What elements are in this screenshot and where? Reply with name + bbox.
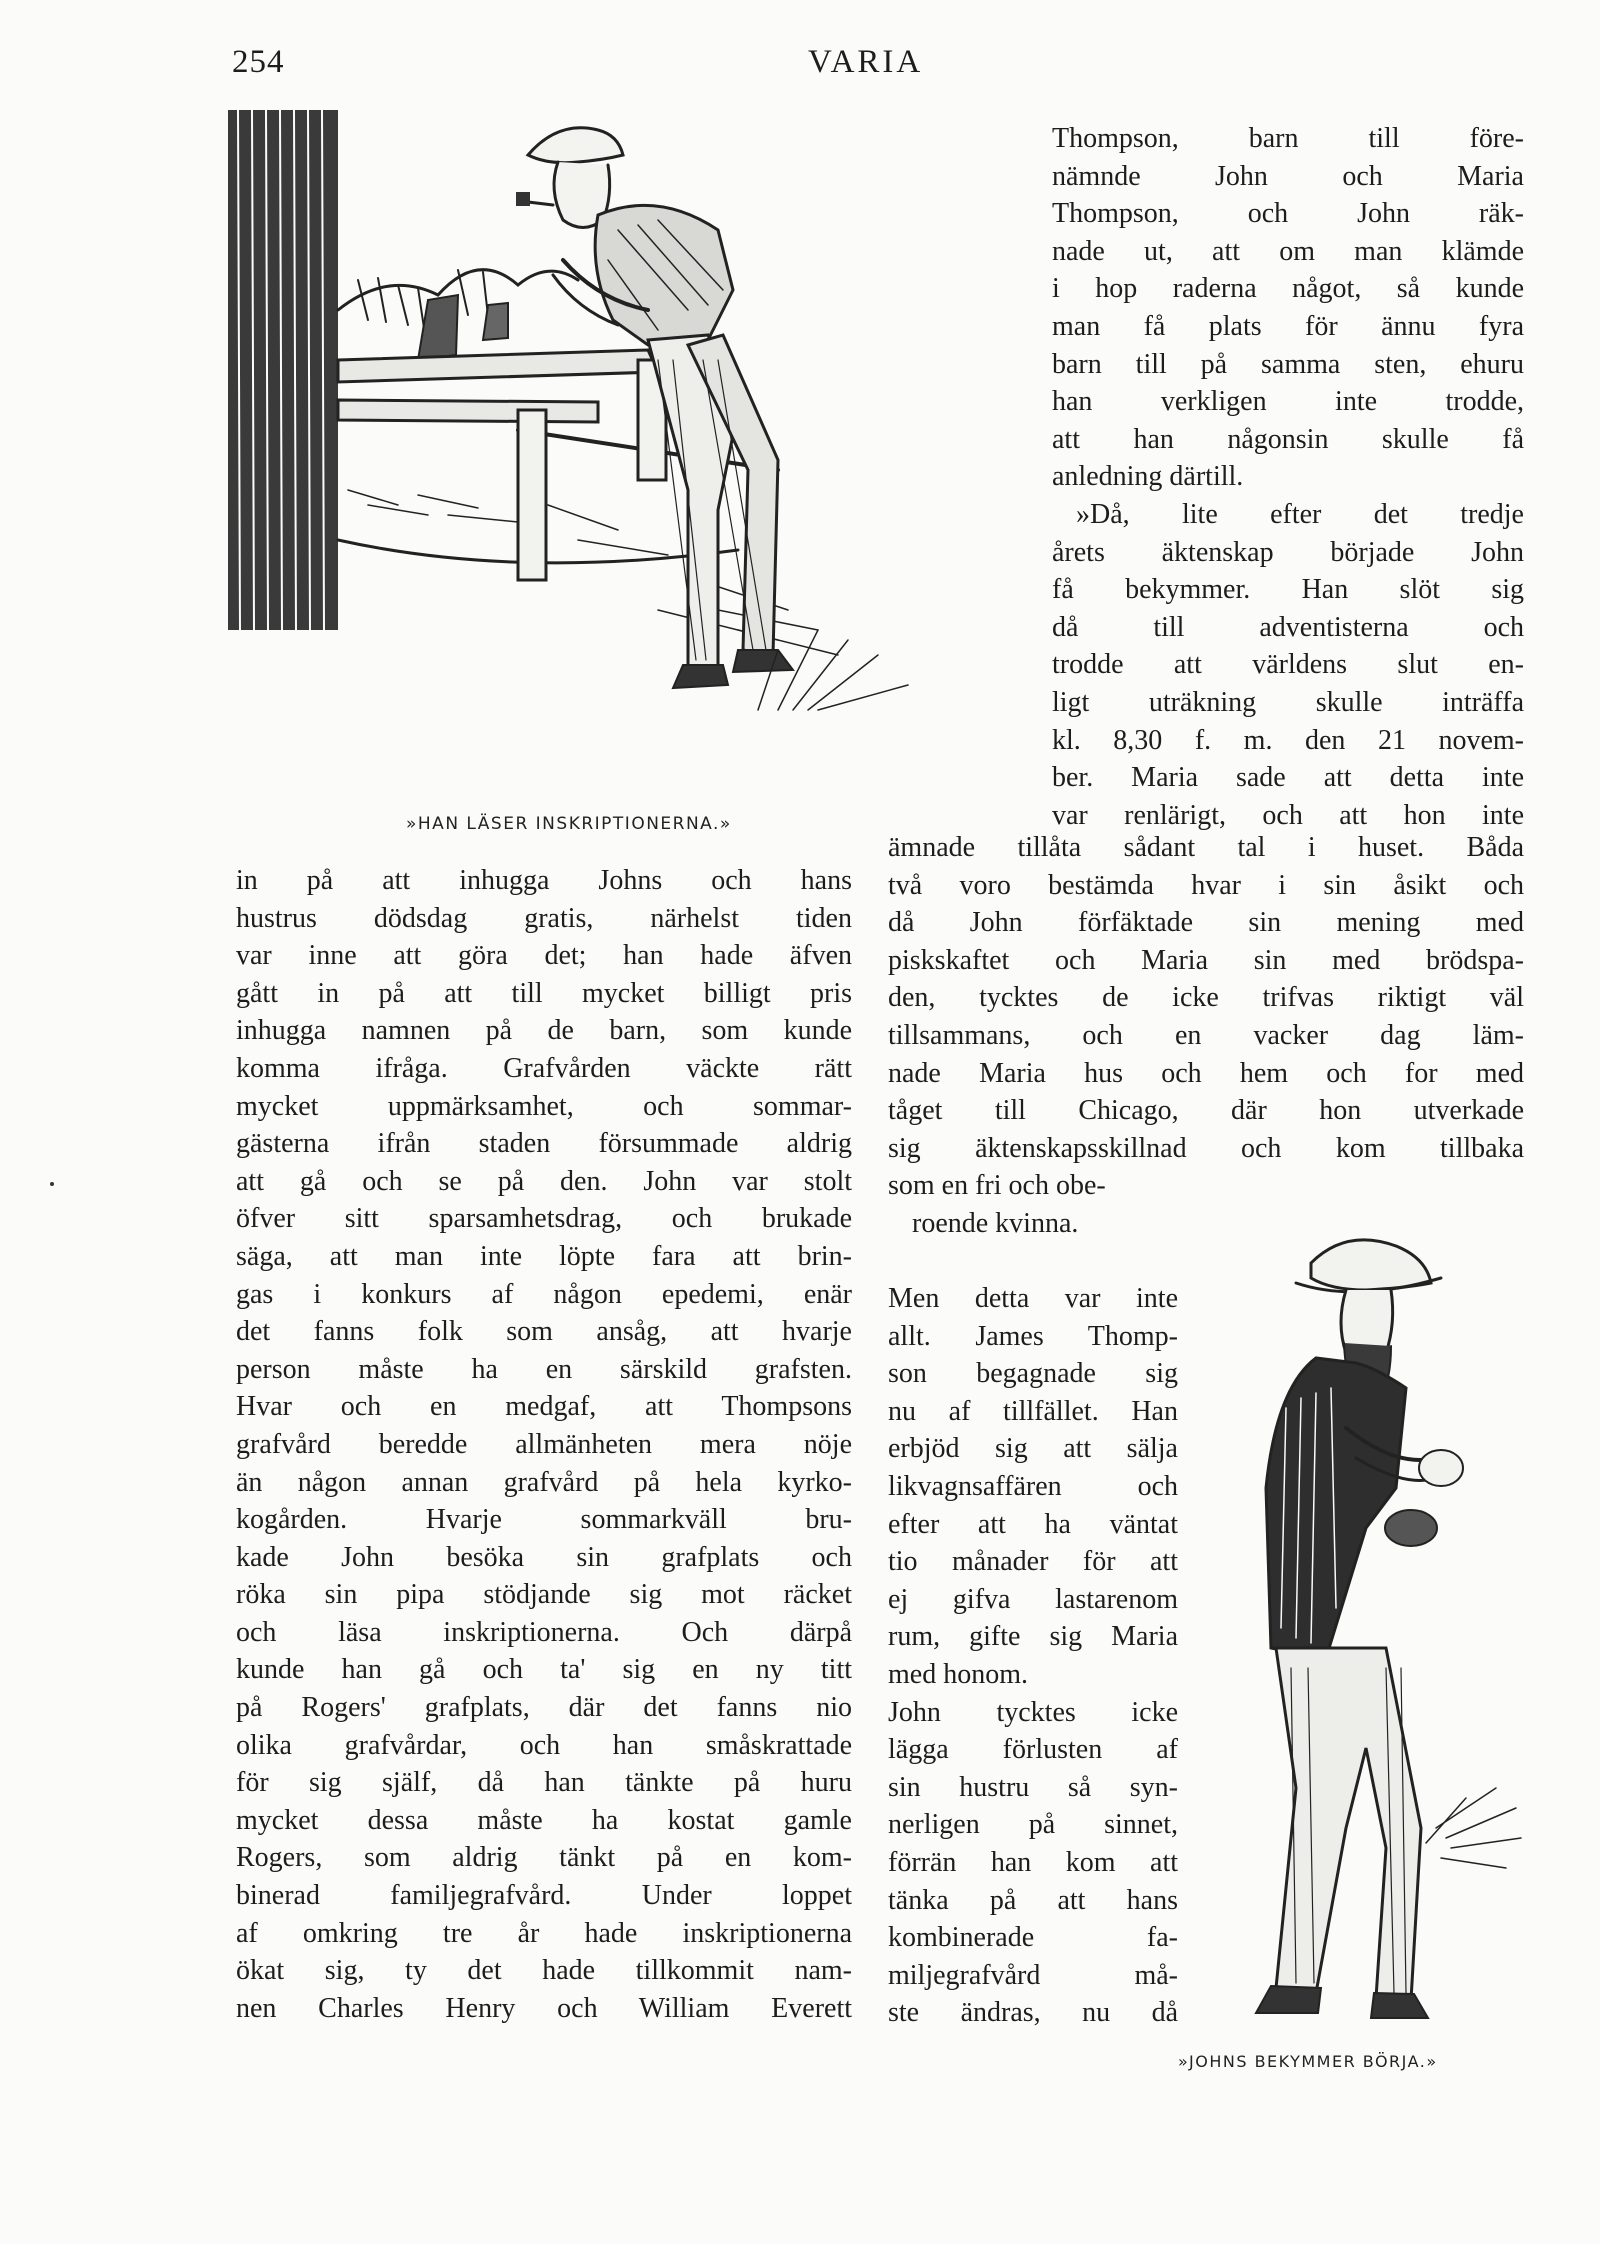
illustration-caption-1: »HAN LÄSER INSKRIPTIONERNA.» — [406, 814, 732, 834]
ink-speck — [50, 1182, 54, 1186]
text-line: ökat sig, ty det hade tillkommit nam- — [236, 1955, 852, 1987]
text-line: kombinerade fa- — [888, 1922, 1178, 1954]
text-line: nen Charles Henry och William Everett — [236, 1992, 852, 2024]
text-line: likvagnsaffären och — [888, 1470, 1178, 1502]
text-line: hustrus dödsdag gratis, närhelst tiden — [236, 902, 852, 934]
text-line: John tycktes icke — [888, 1696, 1178, 1728]
text-line: i hop raderna något, så kunde — [1052, 273, 1524, 305]
text-line: binerad familjegrafvård. Under loppet — [236, 1880, 852, 1912]
text-line: person måste ha en särskild grafsten. — [236, 1353, 852, 1385]
text-line: nerligen på sinnet, — [888, 1809, 1178, 1841]
text-line: ämnade tillåta sådant tal i huset. Båda — [888, 832, 1524, 863]
text-line: årets äktenskap började John — [1052, 536, 1524, 568]
text-line: komma ifråga. Grafvården väckte rätt — [236, 1052, 852, 1084]
text-line: ej gifva lastarenom — [888, 1583, 1178, 1615]
text-line: kogården. Hvarje sommarkväll bru- — [236, 1504, 852, 1536]
text-line: anledning därtill. — [1052, 461, 1244, 493]
text-line: Thompson, barn till före- — [1052, 123, 1524, 154]
text-line: rum, gifte sig Maria — [888, 1621, 1178, 1653]
text-line: Rogers, som aldrig tänkt på en kom- — [236, 1842, 852, 1874]
text-line: det fanns folk som ansåg, att hvarje — [236, 1316, 852, 1348]
text-line: nade ut, att om man klämde — [1052, 235, 1524, 267]
text-line: kunde han gå och ta' sig en ny titt — [236, 1654, 852, 1686]
text-line: Hvar och en medgaf, att Thompsons — [236, 1391, 852, 1423]
text-line: erbjöd sig att sälja — [888, 1433, 1178, 1465]
right-bottom-column — [888, 1280, 1178, 2032]
text-line: på Rogers' grafplats, där det fanns nio — [236, 1692, 852, 1724]
page-number: 254 — [232, 44, 285, 80]
text-line: gått in på att till mycket billigt pris — [236, 977, 852, 1009]
running-head: VARIA — [808, 44, 924, 80]
text-line: tåget till Chicago, där hon utverkade — [888, 1095, 1524, 1127]
text-line: ber. Maria sade att detta inte — [1052, 762, 1524, 794]
text-line: att han någonsin skulle få — [1052, 423, 1524, 455]
text-line: få bekymmer. Han slöt sig — [1052, 574, 1524, 606]
text-line: nu af tillfället. Han — [888, 1395, 1178, 1427]
text-line: Men detta var inte — [888, 1283, 1178, 1314]
text-line: för sig själf, då han tänkte på huru — [236, 1767, 852, 1799]
text-line: »Då, lite efter det tredje — [1076, 498, 1524, 530]
text-line: grafvård beredde allmänheten mera nöje — [236, 1428, 852, 1460]
text-line: kl. 8,30 f. m. den 21 novem- — [1052, 724, 1524, 756]
text-line: af omkring tre år hade inskriptionerna — [236, 1917, 852, 1949]
text-line: ligt uträkning skulle inträffa — [1052, 686, 1524, 718]
text-line: miljegrafvård må- — [888, 1959, 1178, 1991]
text-line: tillsammans, och en vacker dag läm- — [888, 1019, 1524, 1051]
text-line: mycket dessa måste ha kostat gamle — [236, 1804, 852, 1836]
text-line: den, tycktes de icke trifvas riktigt väl — [888, 982, 1524, 1014]
text-line: trodde att världens slut en- — [1052, 649, 1524, 681]
text-line: då John förfäktade sin mening med — [888, 907, 1524, 939]
text-line: gästerna ifrån staden försummade aldrig — [236, 1128, 852, 1160]
text-line: mycket uppmärksamhet, och sommar- — [236, 1090, 852, 1122]
text-line: att gå och se på den. John var stolt — [236, 1165, 852, 1197]
text-line: kade John besöka sin grafplats och — [236, 1541, 852, 1573]
text-line: inhugga namnen på de barn, som kunde — [236, 1015, 852, 1047]
text-line: son begagnade sig — [888, 1358, 1178, 1390]
text-line: sin hustru så syn- — [888, 1771, 1178, 1803]
text-line: efter att ha väntat — [888, 1508, 1178, 1540]
bearded-man-illustration — [1196, 1228, 1536, 2038]
text-line: han verkligen inte trodde, — [1052, 386, 1524, 418]
text-line: roende kvinna. — [912, 1207, 1079, 1239]
text-line: då till adventisterna och — [1052, 611, 1524, 643]
text-line: säga, att man inte löpte fara att brin- — [236, 1240, 852, 1272]
right-middle-column — [888, 829, 1524, 1243]
left-column — [236, 862, 852, 2027]
text-line: röka sin pipa stödjande sig mot räcket — [236, 1579, 852, 1611]
text-line: allt. James Thomp- — [888, 1320, 1178, 1352]
text-line: nämnde John och Maria — [1052, 160, 1524, 192]
text-line: gas i konkurs af någon epedemi, enär — [236, 1278, 852, 1310]
text-line: ste ändras, nu då — [888, 1997, 1178, 2029]
text-line: med honom. — [888, 1658, 1028, 1690]
text-line: förrän han kom att — [888, 1846, 1178, 1878]
text-line: och läsa inskriptionerna. Och därpå — [236, 1616, 852, 1648]
text-line: två voro bestämda hvar i sin åsikt och — [888, 869, 1524, 901]
text-line: var renlärigt, och att hon inte — [1052, 799, 1524, 831]
text-line: öfver sitt sparsamhetsdrag, och brukade — [236, 1203, 852, 1235]
text-line: tänka på att hans — [888, 1884, 1178, 1916]
text-line: lägga förlusten af — [888, 1734, 1178, 1766]
text-line: man få plats för ännu fyra — [1052, 310, 1524, 342]
text-line: in på att inhugga Johns och hans — [236, 865, 852, 896]
text-line: nade Maria hus och hem och for med — [888, 1057, 1524, 1089]
text-line: tio månader för att — [888, 1546, 1178, 1578]
text-line: piskskaftet och Maria sin med brödspa- — [888, 944, 1524, 976]
right-top-column — [1052, 120, 1524, 834]
text-line: barn till på samma sten, ehuru — [1052, 348, 1524, 380]
man-leaning-on-fence-illustration — [218, 110, 1028, 800]
text-line: Thompson, och John räk- — [1052, 198, 1524, 230]
text-line: sig äktenskapsskillnad och kom tillbaka — [888, 1132, 1524, 1164]
text-line: som en fri och obe- — [888, 1170, 1106, 1202]
text-line: olika grafvårdar, och han småskrattade — [236, 1729, 852, 1761]
illustration-caption-2: »JOHNS BEKYMMER BÖRJA.» — [1178, 2052, 1438, 2071]
text-line: var inne att göra det; han hade äfven — [236, 940, 852, 972]
text-line: än någon annan grafvård på hela kyrko- — [236, 1466, 852, 1498]
